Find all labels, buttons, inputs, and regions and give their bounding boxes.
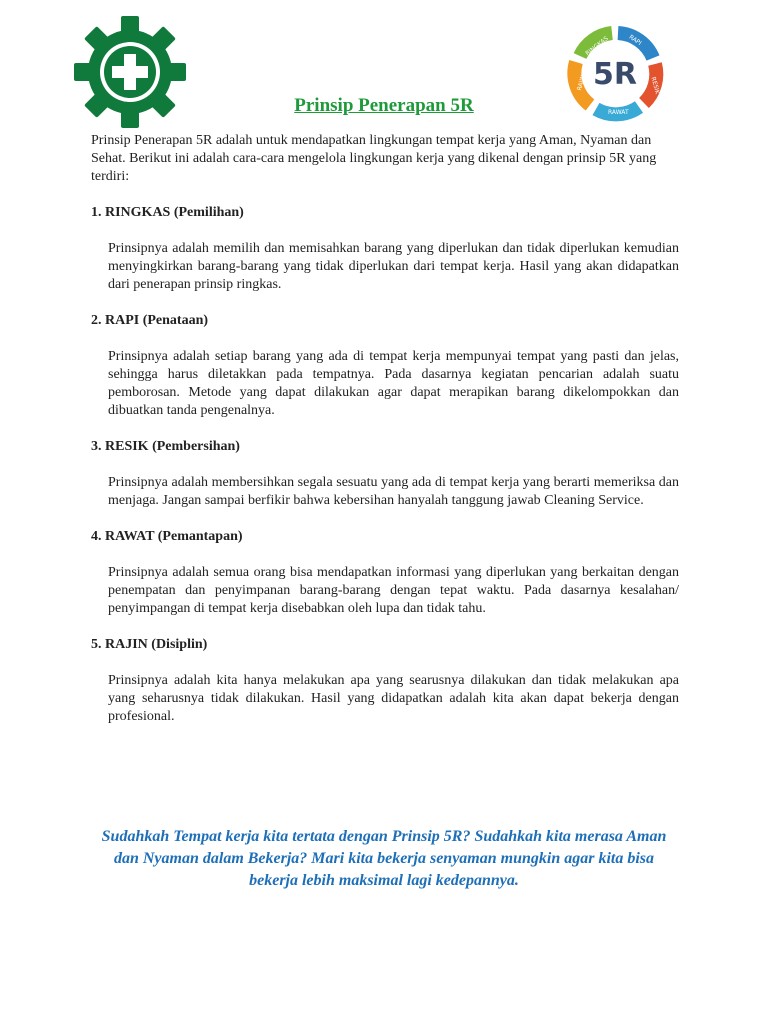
- section-text: Prinsipnya adalah memilih dan memisahkan barang yang diperlukan dan tidak diperlukan kemudian menyingkirkan barang-barang yang tidak diperlukan dari tempat kerja. Hasil yang akan didapatkan dari penerapan prinsip ringkas.: [108, 241, 679, 292]
- ring-label-resik: RESIK: [649, 76, 661, 95]
- section-rajin: [91, 636, 679, 726]
- section-text: Prinsipnya adalah kita hanya melakukan apa yang searusnya dilakukan dan tidak melakukan apa yang seharusnya tidak dilakukan. Hasil yang didapatkan adalah kita akan dapat bekerja dengan profesional.: [108, 673, 679, 724]
- section-text: Prinsipnya adalah setiap barang yang ada di tempat kerja mempunyai tempat yang pasti dan jelas, sehingga harus diletakkan pada tempatnya. Pada dasarnya kegiatan pencarian adalah suatu pemborosan. Metode yang dapat dilakukan agar dapat merapikan barang dikelompokkan dan dibuatkan tanda pengenalnya.: [108, 349, 679, 418]
- section-rapi: [91, 312, 679, 420]
- section-heading: 2. RAPI (Penataan): [91, 313, 209, 328]
- document-body: [91, 132, 679, 726]
- section-text: Prinsipnya adalah semua orang bisa mendapatkan informasi yang diperlukan yang berkaitan dengan penempatan dan penyimpanan barang-barang dengan tepat waktu. Pada dasarnya kesalahan/ penyimpangan di tempat kerja disebabkan oleh lupa dan tidak tahu.: [108, 565, 679, 616]
- section-resik: [91, 438, 679, 510]
- ring-label-rapi: RAPI: [627, 33, 643, 48]
- ring-label-ringkas: RINGKAS: [584, 35, 610, 58]
- ring-label-rajin: RAJIN: [575, 74, 587, 92]
- section-heading: 4. RAWAT (Pemantapan): [91, 529, 243, 544]
- ring-label-rawat: RAWAT: [608, 109, 629, 116]
- page-title: Prinsip Penerapan 5R: [294, 95, 474, 116]
- intro-paragraph: Prinsip Penerapan 5R adalah untuk mendapatkan lingkungan tempat kerja yang Aman, Nyaman dan Sehat. Berikut ini adalah cara-cara mengelola lingkungan kerja yang dikenal dengan prinsip 5R yang terdiri:: [91, 133, 657, 184]
- section-ringkas: [91, 204, 679, 294]
- section-heading: 1. RINGKAS (Pemilihan): [91, 205, 244, 220]
- closing-statement: Sudahkah Tempat kerja kita tertata dengan Prinsip 5R? Sudahkah kita merasa Aman dan Nyaman dalam Bekerja? Mari kita bekerja senyaman mungkin agar kita bisa bekerja lebih maksimal lagi kedepannya.: [101, 828, 667, 889]
- section-heading: 5. RAJIN (Disiplin): [91, 637, 208, 652]
- section-text: Prinsipnya adalah membersihkan segala sesuatu yang ada di tempat kerja yang berarti memeriksa dan menjaga. Jangan sampai berfikir bahwa kebersihan hanyalah tanggung jawab Cleaning Service.: [108, 475, 679, 508]
- section-heading: 3. RESIK (Pembersihan): [91, 439, 240, 454]
- logo-center-text: 5R: [593, 57, 637, 92]
- section-rawat: [91, 528, 679, 618]
